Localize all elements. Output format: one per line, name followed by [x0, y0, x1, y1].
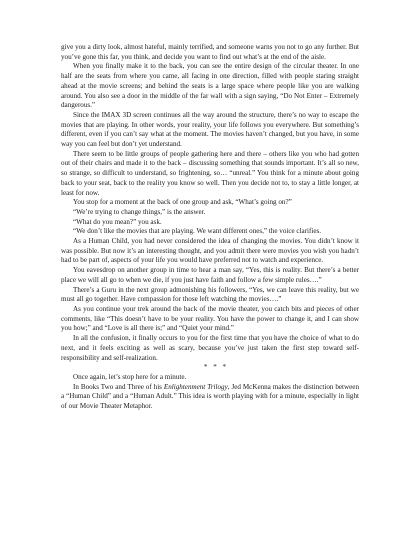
- paragraph: You eavesdrop on another group in time to hear a man say, “Yes, this is reality. But there’s a better place we will all go to when we die, if you just have faith and follow a few simple rules….”: [61, 266, 359, 284]
- paragraph: give you a dirty look, almost hateful, mainly terrified, and someone warns you not to go any further. But you’ve gone this far, you think, and decide you want to find out what’s at the end of the aisle.: [61, 43, 359, 61]
- section-separator: * * *: [203, 363, 229, 372]
- paragraph: When you finally make it to the back, you can see the entire design of the circular theater. In one half are the seats from where you came, all facing in one direction, filled with people staring straight ahead at the movie screens; and behind the seats is a large space where people like you are walking around. You also see a door in the middle of the far wall with a sign saying, “Do Not Enter – Extremely dangerous.”: [61, 62, 359, 110]
- paragraph: “What do you mean?” you ask.: [73, 217, 162, 226]
- paragraph-text: , Jed McKenna makes the distinction between a “Human Child” and a “Human Adult.” This idea is worth playing with for a minute, especially in light of our Movie Theater Metaphor.: [61, 382, 359, 411]
- paragraph: “We’re trying to change things,” is the answer.: [73, 207, 206, 216]
- paragraph: Once again, let’s stop here for a minute.: [73, 372, 187, 381]
- page-body: [61, 43, 359, 412]
- paragraph-text: In Books Two and Three of his: [73, 382, 164, 391]
- paragraph: As a Human Child, you had never considered the idea of changing the movies. You didn’t know it was possible. But now it’s an interesting thought, and you admit there were movies you wish you hadn’t had to be part of, aspects of your life you would have preferred not to watch and experience.: [61, 237, 359, 265]
- book-title: Enlightenment Trilogy: [163, 382, 228, 391]
- paragraph: [61, 383, 359, 412]
- paragraph: Since the IMAX 3D screen continues all the way around the structure, there’s no way to escape the movies that are playing. In other words, your reality, your life follows you everywhere. But something’s different, even if you can’t say what at the moment. The movies haven’t changed, but you have, in some way you can feel but don’t yet understand.: [61, 110, 359, 149]
- paragraph: There seem to be little groups of people gathering here and there – others like you who had gotten out of their chairs and made it to the back – discussing something that sounds important. It’s all so new, so strange, so difficult to understand, so frightening, so… “unreal.” You think for a minute about going back to your seat, back to the reality you know so well. Then you decide not to, to stay a little longer, at least for now.: [61, 149, 359, 197]
- paragraph: You stop for a moment at the back of one group and ask, “What’s going on?”: [73, 198, 292, 207]
- paragraph: There’s a Guru in the next group admonishing his followers, “Yes, we can leave this reality, but we must all go together. Have compassion for those left watching the movies….”: [61, 285, 359, 304]
- paragraph: In all the confusion, it finally occurs to you for the first time that you have the choice of what to do next, and it feels exciting as well as scary, because you’ve just taken the first step toward self-responsibility and self-realization.: [61, 334, 359, 362]
- paragraph: “We don’t like the movies that are playing. We want different ones,” the voice clarifies.: [73, 227, 322, 236]
- paragraph: As you continue your trek around the back of the movie theater, you catch bits and pieces of other comments, like “This doesn’t have to be your reality. You have the power to change it, and I can show you how;” and “Love is all there is;” and “Quiet your mind.”: [61, 304, 359, 333]
